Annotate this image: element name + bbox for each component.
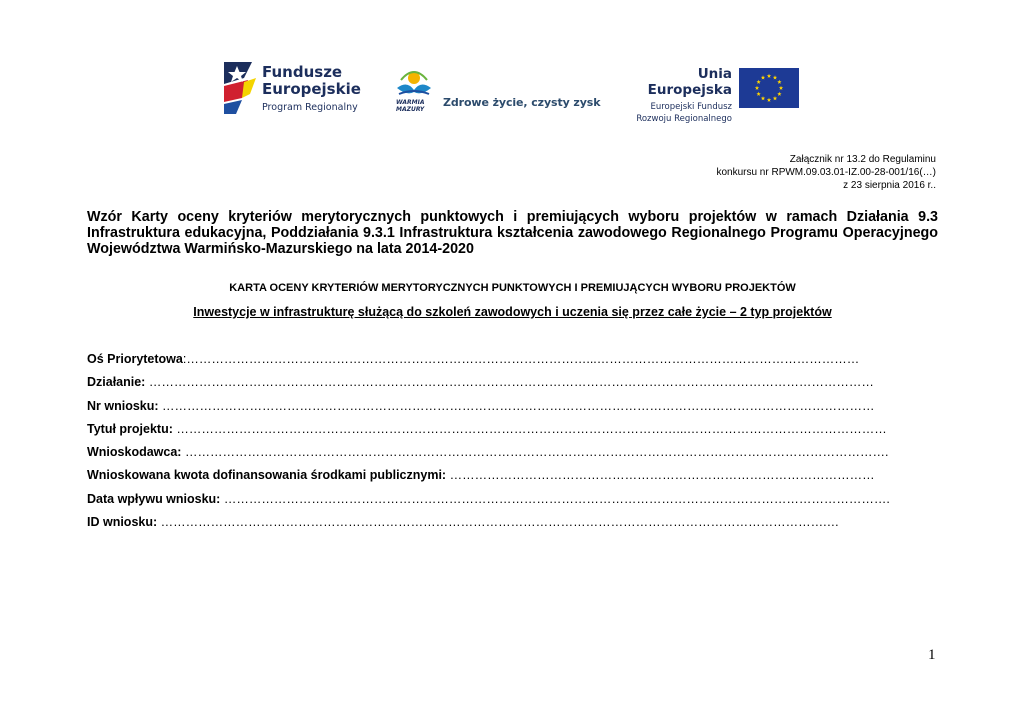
unia-europejska-logo [620, 66, 800, 124]
annex-line3: z 23 sierpnia 2016 r.. [843, 180, 936, 191]
field-label: Tytuł projektu: [87, 421, 173, 436]
wm-mark-line1: WARMIA [396, 99, 425, 106]
field-dots: ………………………………………………………………………………………………………………………………………………………… [148, 375, 874, 390]
fundusze-europejskie-logo [222, 58, 362, 116]
field-os-priorytetowa [87, 351, 947, 374]
page-number: 1 [928, 647, 936, 663]
fe-line3: Program Regionalny [262, 102, 358, 113]
ue-line3: Rozwoju Regionalnego [636, 114, 732, 124]
wm-mark-line2: MAZURY [396, 106, 425, 113]
field-label: Wnioskowana kwota dofinansowania środkami publicznymi: [87, 468, 447, 483]
ue-line2: Europejski Fundusz [650, 102, 732, 112]
annex-line1: Załącznik nr 13.2 do Regulaminu [789, 154, 936, 165]
field-wnioskodawca [87, 444, 947, 467]
field-dots: ……………………………………………………………………………………………………………………………………………………. [184, 445, 889, 460]
field-dots: ……………………………………………………………………………………...……………………………………………………… [186, 352, 860, 366]
fe-line2: Europejskie [262, 80, 361, 98]
eu-flag-icon [739, 68, 799, 108]
field-separator: : [182, 352, 187, 366]
field-tytul-projektu [87, 421, 947, 444]
wm-slogan: Zdrowe życie, czysty zysk [443, 96, 601, 109]
field-data-wplywu [87, 491, 947, 514]
form-title: KARTA OCENY KRYTERIÓW MERYTORYCZNYCH PUNKTOWYCH I PREMIUJĄCYCH WYBORU PROJEKTÓW [229, 282, 796, 294]
field-dots: ……………………………………………………………………………………………………………………………………………. [223, 491, 890, 506]
field-dots: ………………………………………………………………………………………… [449, 468, 875, 483]
annex-line2: konkursu nr RPWM.09.03.01-IZ.00-28-001/16(…) [716, 167, 936, 178]
document-title: Wzór Karty oceny kryteriów merytorycznych punktowych i premiujących wyboru projektów w ramach Działania 9.3 Infrastruktura edukacyjna, Poddziałania 9.3.1 Infrastruktura kształcenia zawodowego Regionalnego Programu Operacyjnego Województwa Warmińsko-Mazurskiego na lata 2014-2020 [87, 209, 938, 257]
warmia-mazury-logo [393, 66, 601, 114]
field-label: Nr wniosku: [87, 398, 159, 413]
application-fields [87, 351, 947, 537]
fundusze-europejskie-star-icon [222, 58, 258, 116]
warmia-mazury-sun-icon [393, 66, 435, 114]
form-subtitle: Inwestycje w infrastrukturę służącą do szkoleń zawodowych i uczenia się przez całe życie – 2 typ projektów [193, 305, 832, 319]
field-label: Wnioskodawca: [87, 445, 182, 460]
field-label: Oś Priorytetowa [87, 352, 183, 366]
field-wnioskowana-kwota [87, 467, 947, 490]
annex-reference [716, 153, 936, 192]
field-nr-wniosku [87, 398, 947, 421]
field-label: Działanie: [87, 375, 146, 390]
ue-line1: Unia Europejska [647, 66, 732, 98]
field-dots: ……………………………………………………………………………………………………………………………………………………… [162, 398, 875, 413]
field-label: ID wniosku: [87, 515, 158, 530]
fe-line1: Fundusze [262, 63, 343, 81]
field-dots: …………………………………………………………………………………………………………...………………………………………… [176, 421, 887, 436]
field-id-wniosku [87, 514, 947, 537]
field-dzialanie [87, 374, 947, 397]
field-label: Data wpływu wniosku: [87, 491, 221, 506]
field-dots: …………………………………………………………………………………………………………………………………………….… [160, 515, 840, 530]
